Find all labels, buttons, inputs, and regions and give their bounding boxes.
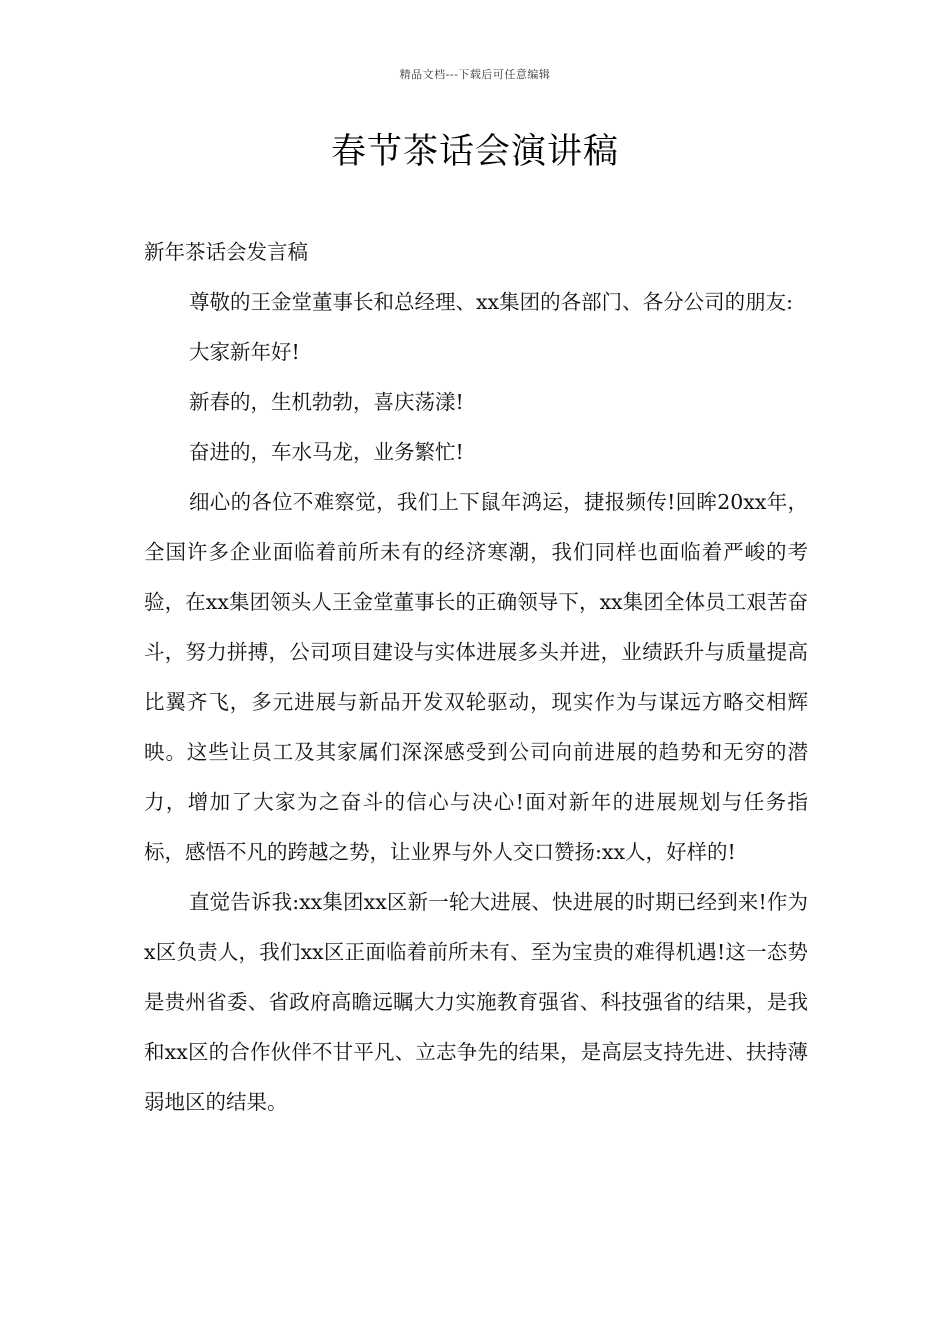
paragraph: 大家新年好!: [189, 340, 300, 364]
document-title: 春节茶话会演讲稿: [330, 132, 619, 172]
paragraph: 新春的，生机勃勃，喜庆荡漾!: [189, 390, 464, 414]
paragraph: 直觉告诉我:xx集团xx区新一轮大进展、快进展的时期已经到来!作为x区负责人，我们xx区正面临着前所未有、至为宝贵的难得机遇!这一态势是贵州省委、省政府高瞻远瞩大力实施教育强省、科技强省的结果，是我和xx区的合作伙伴不甘平凡、立志争先的结果，是高层支持先进、扶持薄弱地区的结果。: [144, 890, 808, 1114]
paragraph: 尊敬的王金堂董事长和总经理、xx集团的各部门、各分公司的朋友:: [189, 290, 794, 314]
paragraph: 奋进的，车水马龙，业务繁忙!: [189, 440, 464, 464]
paragraph: 新年茶话会发言稿: [144, 240, 308, 264]
header-note: 精品文档---下载后可任意编辑: [399, 68, 551, 81]
document-body: [144, 227, 808, 1127]
paragraph: 细心的各位不难察觉，我们上下鼠年鸿运，捷报频传!回眸20xx年，全国许多企业面临着前所未有的经济寒潮，我们同样也面临着严峻的考验，在xx集团领头人王金堂董事长的正确领导下，xx集团全体员工艰苦奋斗，努力拼搏，公司项目建设与实体进展多头并进，业绩跃升与质量提高比翼齐飞，多元进展与新品开发双轮驱动，现实作为与谋远方略交相辉映。这些让员工及其家属们深深感受到公司向前进展的趋势和无穷的潜力，增加了大家为之奋斗的信心与决心!面对新年的进展规划与任务指标，感悟不凡的跨越之势，让业界与外人交口赞扬:xx人，好样的!: [144, 490, 808, 864]
